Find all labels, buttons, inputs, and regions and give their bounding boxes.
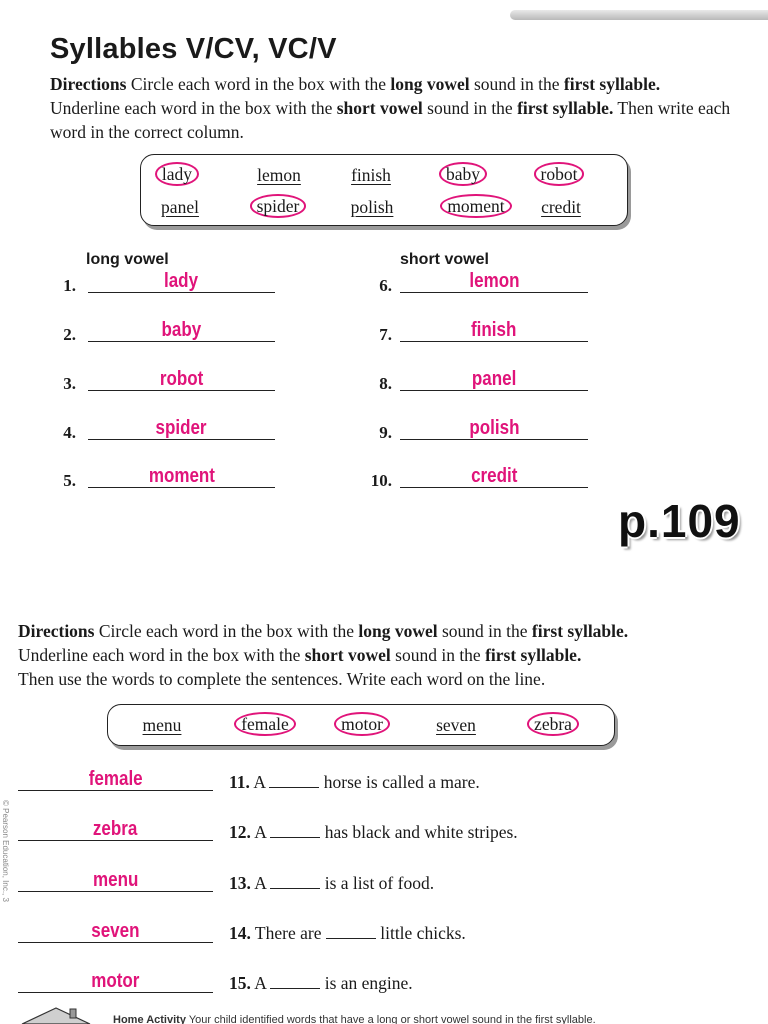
item-number: 2.: [63, 325, 76, 344]
copyright-notice: © Pearson Education, Inc., 3: [1, 800, 10, 902]
directions-text: Underline each word in the box with the: [50, 98, 337, 118]
sentence-number: 15.: [229, 973, 251, 993]
answer-text: menu: [92, 869, 139, 891]
answer-line-3[interactable]: [88, 368, 275, 391]
directions-bold: first syllable.: [517, 98, 614, 118]
answer-line-9[interactable]: [400, 417, 588, 440]
directions-lead: Directions: [50, 74, 127, 94]
answer-text: zebra: [93, 818, 138, 840]
answer-line-1[interactable]: [88, 270, 275, 293]
word-baby[interactable]: baby: [439, 162, 487, 186]
item-number: 8.: [379, 374, 392, 393]
word-credit[interactable]: credit: [541, 197, 581, 217]
sentence-12: [229, 822, 518, 843]
sentence-answer-line-13[interactable]: [18, 869, 213, 892]
answer-text: credit: [470, 465, 518, 487]
directions-part1: [50, 72, 750, 144]
sentence-blank: [269, 773, 319, 788]
sentence-text: A: [250, 873, 271, 893]
answer-text: polish: [468, 417, 520, 439]
word-panel[interactable]: panel: [161, 197, 199, 217]
word-seven[interactable]: seven: [436, 715, 476, 735]
long-vowel-header: long vowel: [86, 251, 169, 268]
item-number: 10.: [370, 471, 392, 490]
directions-text: Then write each word in the correct column.: [50, 98, 731, 142]
sentence-text: is an engine.: [320, 973, 413, 993]
word-lady[interactable]: lady: [155, 162, 199, 186]
item-number: 7.: [379, 325, 392, 344]
footer: [18, 1006, 758, 1024]
directions-bold: long vowel: [390, 74, 470, 94]
sentence-14: [229, 923, 466, 944]
item-number: 9.: [379, 423, 392, 442]
sentence-answer-line-15[interactable]: [18, 970, 213, 993]
answer-line-7[interactable]: [400, 319, 588, 342]
answer-line-4[interactable]: [88, 417, 275, 440]
page-title: Syllables V/CV, VC/V: [50, 33, 337, 65]
sentence-text: horse is called a mare.: [319, 772, 480, 792]
top-decorative-bar: [510, 10, 768, 20]
answer-text: spider: [155, 417, 208, 439]
word-moment[interactable]: moment: [440, 194, 511, 218]
sentence-15: [229, 973, 413, 994]
sentence-text: little chicks.: [375, 923, 466, 943]
sentence-number: 11.: [229, 772, 250, 792]
answer-text: moment: [148, 465, 215, 487]
directions-text: Then use the words to complete the sentences. Write each word on the line.: [18, 669, 546, 689]
word-female[interactable]: female: [234, 712, 296, 736]
sentence-number: 14.: [229, 923, 251, 943]
word-motor[interactable]: motor: [334, 712, 390, 736]
directions-bold: short vowel: [336, 98, 423, 118]
home-icon: [18, 1006, 94, 1024]
answer-text: finish: [471, 319, 517, 341]
answer-text: panel: [471, 368, 517, 390]
answer-line-8[interactable]: [400, 368, 588, 391]
item-number: 5.: [63, 471, 76, 490]
directions-text: Circle each word in the box with the: [94, 621, 359, 641]
sentence-text: A: [249, 772, 270, 792]
directions-text: sound in the: [422, 98, 518, 118]
sentence-blank: [270, 874, 320, 889]
sentence-text: A: [250, 822, 271, 842]
directions-part2: [18, 619, 758, 691]
home-activity-text: [113, 1014, 596, 1024]
sentence-blank: [326, 924, 376, 939]
answer-text: lemon: [468, 270, 520, 292]
sentence-blank: [270, 823, 320, 838]
sentence-blank: [270, 974, 320, 989]
directions-bold: first syllable.: [563, 74, 661, 94]
word-finish[interactable]: finish: [351, 165, 391, 185]
item-number: 6.: [379, 276, 392, 295]
item-number: 3.: [63, 374, 76, 393]
short-vowel-header: short vowel: [400, 251, 489, 268]
item-number: 4.: [63, 423, 76, 442]
sentence-11: [229, 772, 480, 793]
sentence-text: A: [250, 973, 271, 993]
sentence-number: 13.: [229, 873, 251, 893]
answer-text: lady: [164, 270, 199, 292]
sentence-answer-line-11[interactable]: [18, 768, 213, 791]
sentence-answer-line-14[interactable]: [18, 920, 213, 943]
answer-line-5[interactable]: [88, 465, 275, 488]
word-lemon[interactable]: lemon: [257, 165, 301, 185]
home-activity-description: Your child identified words that have a long or short vowel sound in the first syllable.: [188, 1014, 596, 1024]
sentence-13: [229, 873, 434, 894]
page-number-label: p.109: [618, 495, 741, 547]
directions-text: Underline each word in the box with the: [18, 645, 305, 665]
sentence-number: 12.: [229, 822, 251, 842]
directions-bold: first syllable.: [531, 621, 629, 641]
answer-line-2[interactable]: [88, 319, 275, 342]
sentence-text: is a list of food.: [320, 873, 435, 893]
directions-bold: first syllable.: [485, 645, 582, 665]
directions-text: sound in the: [469, 74, 564, 94]
answer-line-10[interactable]: [400, 465, 588, 488]
sentence-answer-line-12[interactable]: [18, 818, 213, 841]
word-spider[interactable]: spider: [250, 194, 307, 218]
word-robot[interactable]: robot: [534, 162, 585, 186]
answer-text: seven: [91, 920, 140, 942]
home-activity-label: Home Activity: [113, 1014, 186, 1024]
answer-text: baby: [161, 319, 202, 341]
directions-text: sound in the: [390, 645, 486, 665]
sentence-text: There are: [250, 923, 326, 943]
word-polish[interactable]: polish: [350, 197, 394, 217]
item-number: 1.: [63, 276, 76, 295]
directions-lead: Directions: [18, 621, 95, 641]
word-zebra[interactable]: zebra: [527, 712, 579, 736]
directions-bold: long vowel: [358, 621, 438, 641]
answer-text: robot: [159, 368, 204, 390]
directions-text: sound in the: [437, 621, 532, 641]
directions-bold: short vowel: [304, 645, 391, 665]
answer-text: motor: [91, 970, 140, 992]
sentence-text: has black and white stripes.: [320, 822, 518, 842]
answer-line-6[interactable]: [400, 270, 588, 293]
answer-text: female: [88, 768, 143, 790]
directions-text: Circle each word in the box with the: [126, 74, 391, 94]
word-menu[interactable]: menu: [142, 715, 182, 735]
